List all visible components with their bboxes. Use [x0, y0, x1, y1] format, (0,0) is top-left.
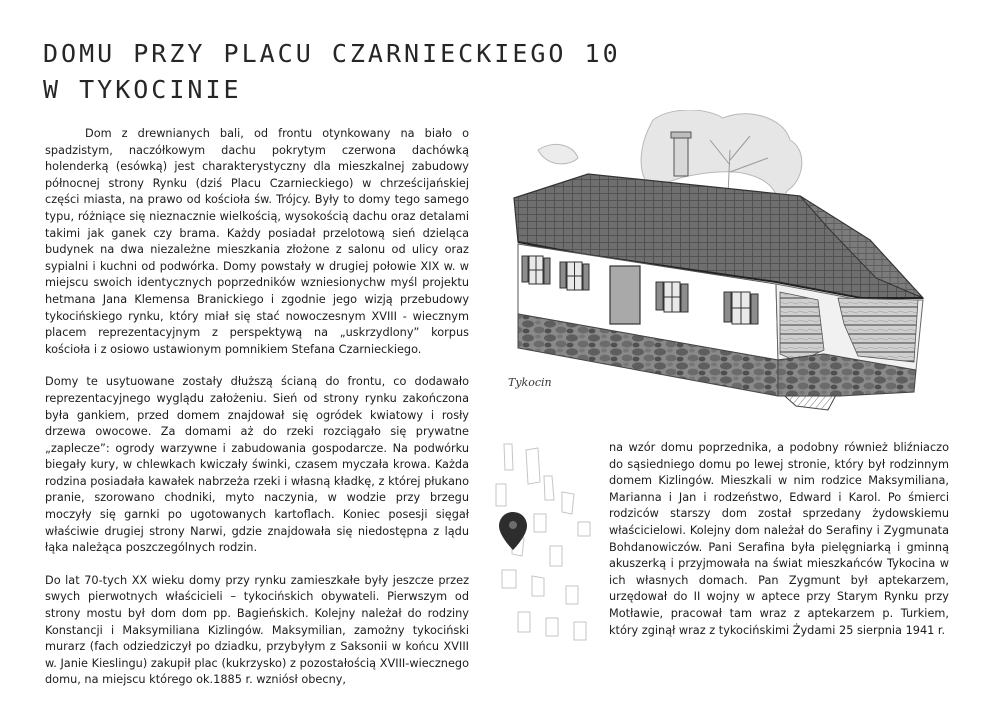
paragraph-neighbours: na wzór domu poprzednika, a podobny również bliźniaczo do sąsiedniego domu po lewej stronie, który był rodzinnym domem Kizlingów. Mieszkali w nim rodzice Maksymiliana, Marianna i Jan i rodzeństwo, Edward i Karol. Po śmierci rodziców starszy dom został sprzedany żydowskiemu właścicielowi. Kolejny dom należał do Serafiny i Zygmunata Bohdanowiczów. Pani Serafina była pielęgniarką i gminną akuszerką i przyjmowała na świat mieszkańców Tykocina w ich własnych domach. Pan Zygmunt był aptekarzem, urzędował do II wojny w aptece przy Starym Rynku przy Motławie, pracował tam wraz z aptekarzem p. Turkiem, który zginął wraz z tykocińskimi Żydami 25 sierpnia 1941 r. [609, 441, 949, 637]
site-plan-sketch [482, 436, 602, 656]
title-line-1: DOMU PRZY PLACU CZARNIECKIEGO 10 [43, 39, 621, 68]
right-text-column [609, 440, 949, 639]
left-text-column [45, 126, 469, 689]
page-title [43, 36, 621, 108]
window-2 [560, 262, 589, 290]
window-3 [656, 282, 688, 312]
illustration-signature: Tykocin [508, 376, 552, 389]
front-door [610, 266, 640, 324]
window-4 [724, 292, 758, 324]
chimney [674, 136, 688, 176]
window-1 [522, 256, 550, 284]
title-line-2: W TYKOCINIE [43, 75, 242, 104]
paragraph-owners-history: Do lat 70-tych XX wieku domy przy rynku zamieszkałe były jeszcze przez swych pierwotnych właścicieli – tykocińskich obywateli. Pierwszym od strony mostu był dom dom pp. Bagieńskich. Kolejny należał do rodziny Konstancji i Maksymiliana Kizlingów. Maksymilian, zamożny tykociński murarz (fach odziedziczył po dziadku, przybyłym z Saksonii w końcu XVIII w. Janie Kieslingu) zakupił plac (kukrzysko) z pozostałością XVIII-wiecznego domu, na miejscu którego ok.1885 r. wzniósł obecny, [45, 573, 469, 687]
paragraph-house-description: Dom z drewnianych bali, od frontu otynkowany na biało o spadzistym, naczółkowym dachu pokrytym czerwona dachówką holenderką (esówką) jest charakterystyczny dla mieszkalnej zabudowy północnej strony Rynku (dziś Placu Czarnieckiego) w chrześcijańskiej części miasta, na prawo od kościoła św. Trójcy. Były to domy tego samego typu, różniące się nieznacznie wielkością, wysokością dachu oraz detalami takimi jak ganek czy brama. Każdy posiadał przelotową sień dzieląca budynek na dwa niezależne mieszkania złożone z salonu od ulicy oraz sypialni i kuchni od podwórka. Domy powstały w drugiej połowie XIX w. w miejscu swoich identycznych poprzedników wzniesionychw myśl projektu hetmana Jana Klemensa Branickiego i zgodnie jego wizją przebudowy tykocińskiego rynku, który miał się stać nowoczesnym XVIII - wiecznym placem reprezentacyjnym z perspektywą na „uskrzydlony” korpus kościoła i z osiowo ustawionym pomnikiem Stefana Czarnieckiego. [45, 127, 469, 356]
exposed-logs [780, 292, 824, 362]
house-illustration [478, 110, 948, 420]
paragraph-layout-description: Domy te usytuowane zostały dłuższą ścianą do frontu, co dodawało reprezentacyjnego wyglądu założeniu. Sień od strony rynku zakończona była gankiem, przed domem znajdował się ogródek kwiatowy i rosły drzewa owocowe. Za domami aż do rzeki rozciągało się prywatne „zaplecze”: ogrody warzywne i zabudowania gospodarcze. Na podwórku biegały kury, w chlewkach kwiczały świnki, czasem myczała krowa. Każda rodzina posiadała kawałek nabrzeża rzeki i własną kładkę, z której płukano pranie, szorowano chodniki, myto naczynia, w wodzie przy brzegu moczyły się garnki po ugotowanych kartoflach. Koniec posesji sięgał właściwie drugiej strony Narwi, gdzie znajdowała się niedostępna z lądu łąka należąca poszczególnych rodzin. [45, 375, 469, 555]
